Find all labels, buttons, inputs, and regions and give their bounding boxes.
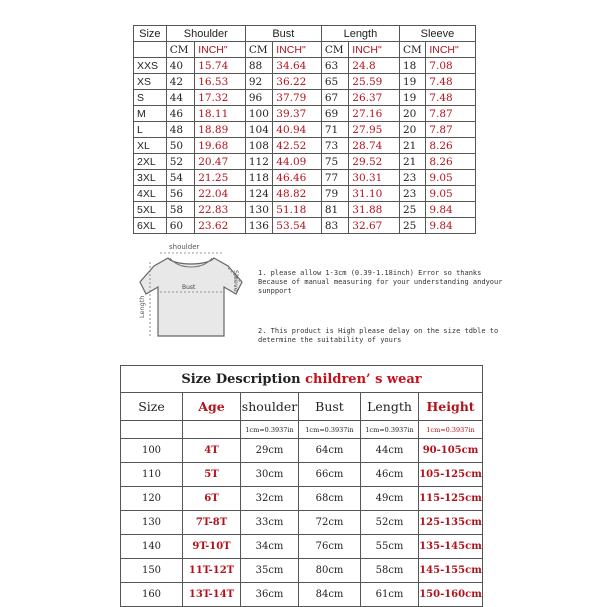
cell-le-in: 32.67 — [349, 218, 400, 234]
cell-bust: 72cm — [299, 511, 361, 535]
cell-shoulder: 34cm — [241, 535, 299, 559]
note-1 — [258, 269, 502, 296]
note-1-line-3: sunpport — [258, 287, 292, 295]
children-size-table — [120, 365, 483, 607]
cell-sl-in: 7.87 — [426, 122, 476, 138]
cell-sh-in: 22.83 — [195, 202, 246, 218]
child-col-shoulder: shoulder — [241, 393, 299, 421]
cell-length: 49cm — [361, 487, 419, 511]
cell-sl-cm: 25 — [399, 218, 425, 234]
cell-le-in: 24.8 — [349, 58, 400, 74]
cell-sh-in: 23.62 — [195, 218, 246, 234]
col-length-header: Length — [321, 26, 399, 42]
cell-sh-cm: 58 — [166, 202, 194, 218]
cell-bu-cm: 136 — [245, 218, 272, 234]
cell-sh-cm: 52 — [166, 154, 194, 170]
cell-size: 130 — [121, 511, 183, 535]
cell-le-cm: 63 — [321, 58, 348, 74]
cell-age: 9T-10T — [183, 535, 241, 559]
table-row — [121, 583, 483, 607]
cell-sl-in: 8.26 — [426, 138, 476, 154]
cell-bu-in: 36.22 — [273, 74, 322, 90]
table-row — [134, 106, 476, 122]
cell-age: 5T — [183, 463, 241, 487]
unit-inch: INCH" — [426, 42, 476, 58]
cell-sh-cm: 60 — [166, 218, 194, 234]
children-header-row — [121, 393, 483, 421]
title-children: children’ s wear — [305, 371, 422, 387]
cell-length: 61cm — [361, 583, 419, 607]
cell-shoulder: 33cm — [241, 511, 299, 535]
cell-height: 115-125cm — [419, 487, 483, 511]
cell-bu-cm: 88 — [245, 58, 272, 74]
col-shoulder-header: Shoulder — [166, 26, 245, 42]
cell-age: 13T-14T — [183, 583, 241, 607]
cell-le-cm: 81 — [321, 202, 348, 218]
cell-age: 6T — [183, 487, 241, 511]
unit-inch: INCH" — [349, 42, 400, 58]
note-1-line-2: Because of manual measuring for your understanding andyour — [258, 278, 503, 286]
cell-sh-in: 17.32 — [195, 90, 246, 106]
cell-bu-cm: 96 — [245, 90, 272, 106]
cell-sl-in: 8.26 — [426, 154, 476, 170]
cell-length: 58cm — [361, 559, 419, 583]
cell-sh-cm: 48 — [166, 122, 194, 138]
cell-sh-cm: 56 — [166, 186, 194, 202]
cell-bu-in: 42.52 — [273, 138, 322, 154]
children-title-row — [121, 366, 483, 393]
table-row — [134, 154, 476, 170]
cell-le-cm: 67 — [321, 90, 348, 106]
col-sleeve-header: Sleeve — [399, 26, 475, 42]
length-label: Length — [138, 295, 146, 318]
cell-bu-in: 53.54 — [273, 218, 322, 234]
unit-inch: INCH" — [273, 42, 322, 58]
cell-bu-in: 44.09 — [273, 154, 322, 170]
cell-sl-cm: 25 — [399, 202, 425, 218]
conv-note: 1cm=0.3937in — [241, 421, 299, 439]
sleeve-label: Sleeve — [232, 270, 240, 292]
table-row — [121, 535, 483, 559]
tshirt-outline-icon — [140, 258, 242, 336]
cell-sl-cm: 18 — [399, 58, 425, 74]
cell-le-in: 29.52 — [349, 154, 400, 170]
cell-bu-cm: 100 — [245, 106, 272, 122]
table-row — [134, 202, 476, 218]
cell-sh-cm: 42 — [166, 74, 194, 90]
table-row — [134, 74, 476, 90]
cell-sh-in: 19.68 — [195, 138, 246, 154]
cell-size: XL — [134, 138, 167, 154]
cell-sl-cm: 19 — [399, 74, 425, 90]
cell-sl-in: 9.84 — [426, 202, 476, 218]
shoulder-label: shoulder — [169, 243, 200, 251]
cell-height: 150-160cm — [419, 583, 483, 607]
conv-note: 1cm=0.3937in — [419, 421, 483, 439]
child-col-age: Age — [183, 393, 241, 421]
cell-bust: 68cm — [299, 487, 361, 511]
table-row — [121, 559, 483, 583]
cell-le-in: 28.74 — [349, 138, 400, 154]
cell-sh-cm: 44 — [166, 90, 194, 106]
cell-length: 46cm — [361, 463, 419, 487]
child-col-bust: Bust — [299, 393, 361, 421]
cell-bu-cm: 124 — [245, 186, 272, 202]
cell-sl-cm: 19 — [399, 90, 425, 106]
table-row — [121, 463, 483, 487]
cell-shoulder: 29cm — [241, 439, 299, 463]
cell-sl-cm: 20 — [399, 106, 425, 122]
unit-inch: INCH" — [195, 42, 246, 58]
cell-size: 160 — [121, 583, 183, 607]
cell-size: 3XL — [134, 170, 167, 186]
cell-le-in: 26.37 — [349, 90, 400, 106]
cell-size: XXS — [134, 58, 167, 74]
cell-bust: 80cm — [299, 559, 361, 583]
cell-bu-in: 40.94 — [273, 122, 322, 138]
cell-size: 2XL — [134, 154, 167, 170]
cell-le-cm: 75 — [321, 154, 348, 170]
cell-bu-in: 46.46 — [273, 170, 322, 186]
cell-sh-in: 21.25 — [195, 170, 246, 186]
table-row — [134, 218, 476, 234]
cell-age: 7T-8T — [183, 511, 241, 535]
cell-sh-in: 16.53 — [195, 74, 246, 90]
cell-le-in: 31.10 — [349, 186, 400, 202]
cell-sh-cm: 40 — [166, 58, 194, 74]
cell-bu-cm: 108 — [245, 138, 272, 154]
cell-bu-cm: 104 — [245, 122, 272, 138]
cell-sl-in: 9.84 — [426, 218, 476, 234]
cell-sh-in: 20.47 — [195, 154, 246, 170]
table-row — [121, 487, 483, 511]
col-size-header: Size — [134, 26, 167, 42]
adult-header-row — [134, 26, 476, 42]
cell-size: 100 — [121, 439, 183, 463]
cell-bu-cm: 112 — [245, 154, 272, 170]
unit-cm: CM — [399, 42, 425, 58]
note-2-line-2: determine the suitability of yours — [258, 336, 402, 344]
table-row — [134, 122, 476, 138]
note-2 — [258, 327, 498, 345]
note-2-line-1: 2. This product is High please delay on the size tdble to — [258, 327, 499, 335]
cell-sh-in: 18.11 — [195, 106, 246, 122]
cell-le-in: 31.88 — [349, 202, 400, 218]
cell-sl-cm: 21 — [399, 138, 425, 154]
adult-unit-row — [134, 42, 476, 58]
conversion-row — [121, 421, 483, 439]
cell-le-cm: 65 — [321, 74, 348, 90]
cell-sh-cm: 54 — [166, 170, 194, 186]
cell-sl-in: 7.08 — [426, 58, 476, 74]
cell-sl-in: 9.05 — [426, 186, 476, 202]
cell-le-cm: 69 — [321, 106, 348, 122]
cell-shoulder: 32cm — [241, 487, 299, 511]
cell-height: 125-135cm — [419, 511, 483, 535]
cell-size: S — [134, 90, 167, 106]
cell-shoulder: 36cm — [241, 583, 299, 607]
cell-sh-cm: 46 — [166, 106, 194, 122]
cell-size: 150 — [121, 559, 183, 583]
conv-note: 1cm=0.3937in — [361, 421, 419, 439]
child-col-size: Size — [121, 393, 183, 421]
child-col-length: Length — [361, 393, 419, 421]
cell-sl-in: 7.48 — [426, 74, 476, 90]
cell-length: 44cm — [361, 439, 419, 463]
title-main: Size Description — [181, 371, 306, 387]
cell-sl-in: 9.05 — [426, 170, 476, 186]
cell-bu-in: 34.64 — [273, 58, 322, 74]
cell-le-in: 30.31 — [349, 170, 400, 186]
cell-le-cm: 73 — [321, 138, 348, 154]
table-row — [134, 58, 476, 74]
cell-le-cm: 83 — [321, 218, 348, 234]
bust-label: Bust — [182, 284, 196, 291]
cell-height: 145-155cm — [419, 559, 483, 583]
cell-age: 11T-12T — [183, 559, 241, 583]
cell-size: 5XL — [134, 202, 167, 218]
cell-size: L — [134, 122, 167, 138]
conv-blank — [121, 421, 183, 439]
cell-sl-cm: 20 — [399, 122, 425, 138]
table-row — [134, 186, 476, 202]
cell-bu-in: 39.37 — [273, 106, 322, 122]
cell-sh-in: 22.04 — [195, 186, 246, 202]
cell-length: 52cm — [361, 511, 419, 535]
cell-height: 105-125cm — [419, 463, 483, 487]
cell-le-cm: 79 — [321, 186, 348, 202]
cell-length: 55cm — [361, 535, 419, 559]
cell-sh-in: 15.74 — [195, 58, 246, 74]
cell-bust: 64cm — [299, 439, 361, 463]
cell-bu-in: 37.79 — [273, 90, 322, 106]
cell-le-in: 25.59 — [349, 74, 400, 90]
cell-sl-cm: 21 — [399, 154, 425, 170]
cell-size: M — [134, 106, 167, 122]
cell-age: 4T — [183, 439, 241, 463]
children-table-title — [121, 366, 483, 393]
cell-sh-cm: 50 — [166, 138, 194, 154]
cell-sl-cm: 23 — [399, 186, 425, 202]
table-row — [134, 90, 476, 106]
conv-blank — [183, 421, 241, 439]
cell-bu-in: 48.82 — [273, 186, 322, 202]
cell-bu-cm: 130 — [245, 202, 272, 218]
cell-size: 140 — [121, 535, 183, 559]
cell-shoulder: 35cm — [241, 559, 299, 583]
cell-sh-in: 18.89 — [195, 122, 246, 138]
cell-shoulder: 30cm — [241, 463, 299, 487]
table-row — [121, 511, 483, 535]
unit-blank — [134, 42, 167, 58]
cell-sl-cm: 23 — [399, 170, 425, 186]
child-col-height: Height — [419, 393, 483, 421]
cell-bu-in: 51.18 — [273, 202, 322, 218]
cell-sl-in: 7.48 — [426, 90, 476, 106]
unit-cm: CM — [245, 42, 272, 58]
adult-size-table — [133, 25, 476, 234]
cell-bust: 84cm — [299, 583, 361, 607]
note-1-line-1: 1. please allow 1-3cm (0.39-1.18inch) Error so thanks — [258, 269, 482, 277]
cell-size: 4XL — [134, 186, 167, 202]
cell-bust: 76cm — [299, 535, 361, 559]
cell-bu-cm: 118 — [245, 170, 272, 186]
cell-le-in: 27.95 — [349, 122, 400, 138]
table-row — [134, 138, 476, 154]
conv-note: 1cm=0.3937in — [299, 421, 361, 439]
cell-le-in: 27.16 — [349, 106, 400, 122]
table-row — [121, 439, 483, 463]
cell-bust: 66cm — [299, 463, 361, 487]
unit-cm: CM — [321, 42, 348, 58]
cell-le-cm: 71 — [321, 122, 348, 138]
cell-bu-cm: 92 — [245, 74, 272, 90]
table-row — [134, 170, 476, 186]
cell-size: XS — [134, 74, 167, 90]
tshirt-diagram — [132, 240, 250, 350]
cell-le-cm: 77 — [321, 170, 348, 186]
unit-cm: CM — [166, 42, 194, 58]
cell-size: 6XL — [134, 218, 167, 234]
cell-size: 120 — [121, 487, 183, 511]
cell-height: 90-105cm — [419, 439, 483, 463]
cell-sl-in: 7.87 — [426, 106, 476, 122]
cell-height: 135-145cm — [419, 535, 483, 559]
col-bust-header: Bust — [245, 26, 321, 42]
cell-size: 110 — [121, 463, 183, 487]
